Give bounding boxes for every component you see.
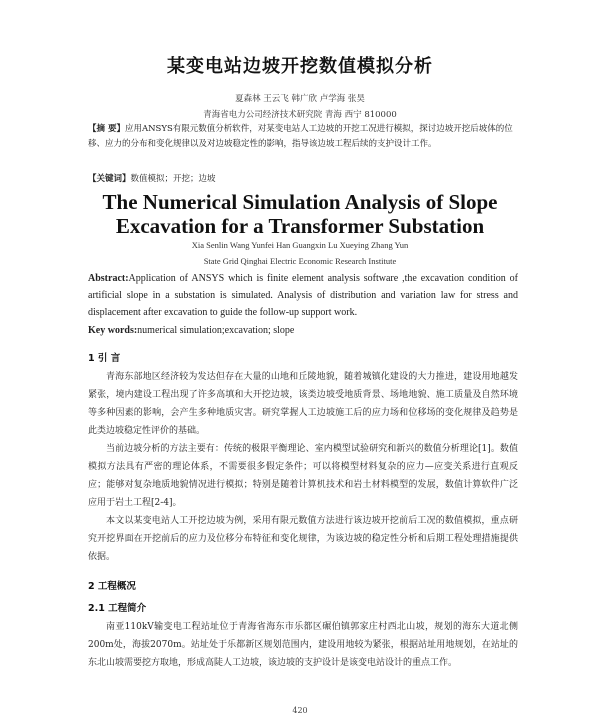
abstract-en	[88, 270, 518, 321]
keywords-en-text: numerical simulation;excavation; slope	[137, 325, 295, 336]
section-2-heading: 2 工程概况	[88, 581, 136, 592]
title-en-line2: Excavation for a Transformer Substation	[115, 214, 485, 238]
section-1-paragraph: 本文以某变电站人工开挖边坡为例，采用有限元数值方法进行该边坡开挖前后工况的数值模拟，重点研究开挖界面在开挖前后的应力及位移分布特征和变化规律，为该边坡的稳定性分析和后期工程处理措施提供依据。	[88, 516, 518, 562]
keywords-en	[88, 322, 518, 339]
authors-cn: 夏森林 王云飞 韩广欣 卢学海 张昊	[235, 94, 365, 104]
abstract-cn-label: 【摘 要】	[88, 124, 125, 134]
keywords-cn-text: 数值模拟；开挖；边坡	[130, 174, 216, 184]
section-2-1-body	[88, 618, 518, 672]
keywords-en-label: Key words:	[88, 325, 138, 336]
abstract-en-label: Abstract:	[88, 273, 129, 284]
section-1-heading: 1 引 言	[88, 353, 121, 364]
abstract-en-text: Application of ANSYS which is finite element analysis software ,the excavation condition of artificial slope in a substation is simulated. Analysis of distribution and variation law for stress and displacement after excavation to guide the follow-up support work.	[88, 273, 518, 318]
section-2-1-heading: 2.1 工程简介	[88, 603, 147, 614]
title-cn: 某变电站边坡开挖数值模拟分析	[167, 56, 433, 77]
section-2-1-paragraph: 南亚110kV输变电工程站址位于青海省海东市乐都区碾伯镇郭家庄村西北山坡，规划的海东大道北侧200m处，海拔2070m。站址处于乐都新区规划范围内，建设用地较为紧张，根据站址用地规划，在站址的东北山坡需要挖方取地，形成高陡人工边坡，该边坡的支护设计是该变电站设计的重点工作。	[88, 622, 518, 668]
keywords-cn	[88, 172, 516, 187]
title-en-line1: The Numerical Simulation Analysis of Slope	[102, 190, 498, 214]
title-en	[0, 190, 600, 238]
section-1-body	[88, 368, 518, 566]
affiliation-cn: 青海省电力公司经济技术研究院 青海 西宁 810000	[203, 110, 397, 120]
section-1-paragraph: 当前边坡分析的方法主要有：传统的极限平衡理论、室内模型试验研究和新兴的数值分析理论[1]。数值模拟方法具有严密的理论体系，不需要很多假定条件；可以将模型材料复杂的应力—应变关系进行直观反应；能够对复杂地质地貌情况进行模拟；特别是随着计算机技术和岩土材料模型的发展，数值计算软件广泛应用于岩土工程[2-4]。	[88, 444, 518, 508]
section-1-paragraph: 青海东部地区经济较为发达但存在大量的山地和丘陵地貌，随着城镇化建设的大力推进，建设用地越发紧张，境内建设工程出现了许多高填和大开挖边坡，该类边坡受地质背景、场地地貌、施工质量及自然环境等多种因素的影响，会产生多种地质灾害。研究掌握人工边坡施工后的应力场和位移场的变化规律及趋势是此类边坡稳定性评价的基础。	[88, 372, 518, 436]
abstract-cn	[88, 122, 516, 152]
affiliation-en: State Grid Qinghai Electric Economic Research Institute	[203, 256, 397, 266]
keywords-cn-label: 【关键词】	[88, 174, 131, 184]
abstract-cn-text: 应用ANSYS有限元数值分析软件，对某变电站人工边坡的开挖工况进行模拟，探讨边坡开挖后坡体的位移、应力的分布和变化规律以及对边坡稳定性的影响，指导该边坡工程后续的支护设计工作。	[88, 124, 513, 149]
page-number: 420	[292, 706, 308, 715]
authors-en: Xia Senlin Wang Yunfei Han Guangxin Lu Xueying Zhang Yun	[191, 240, 409, 250]
